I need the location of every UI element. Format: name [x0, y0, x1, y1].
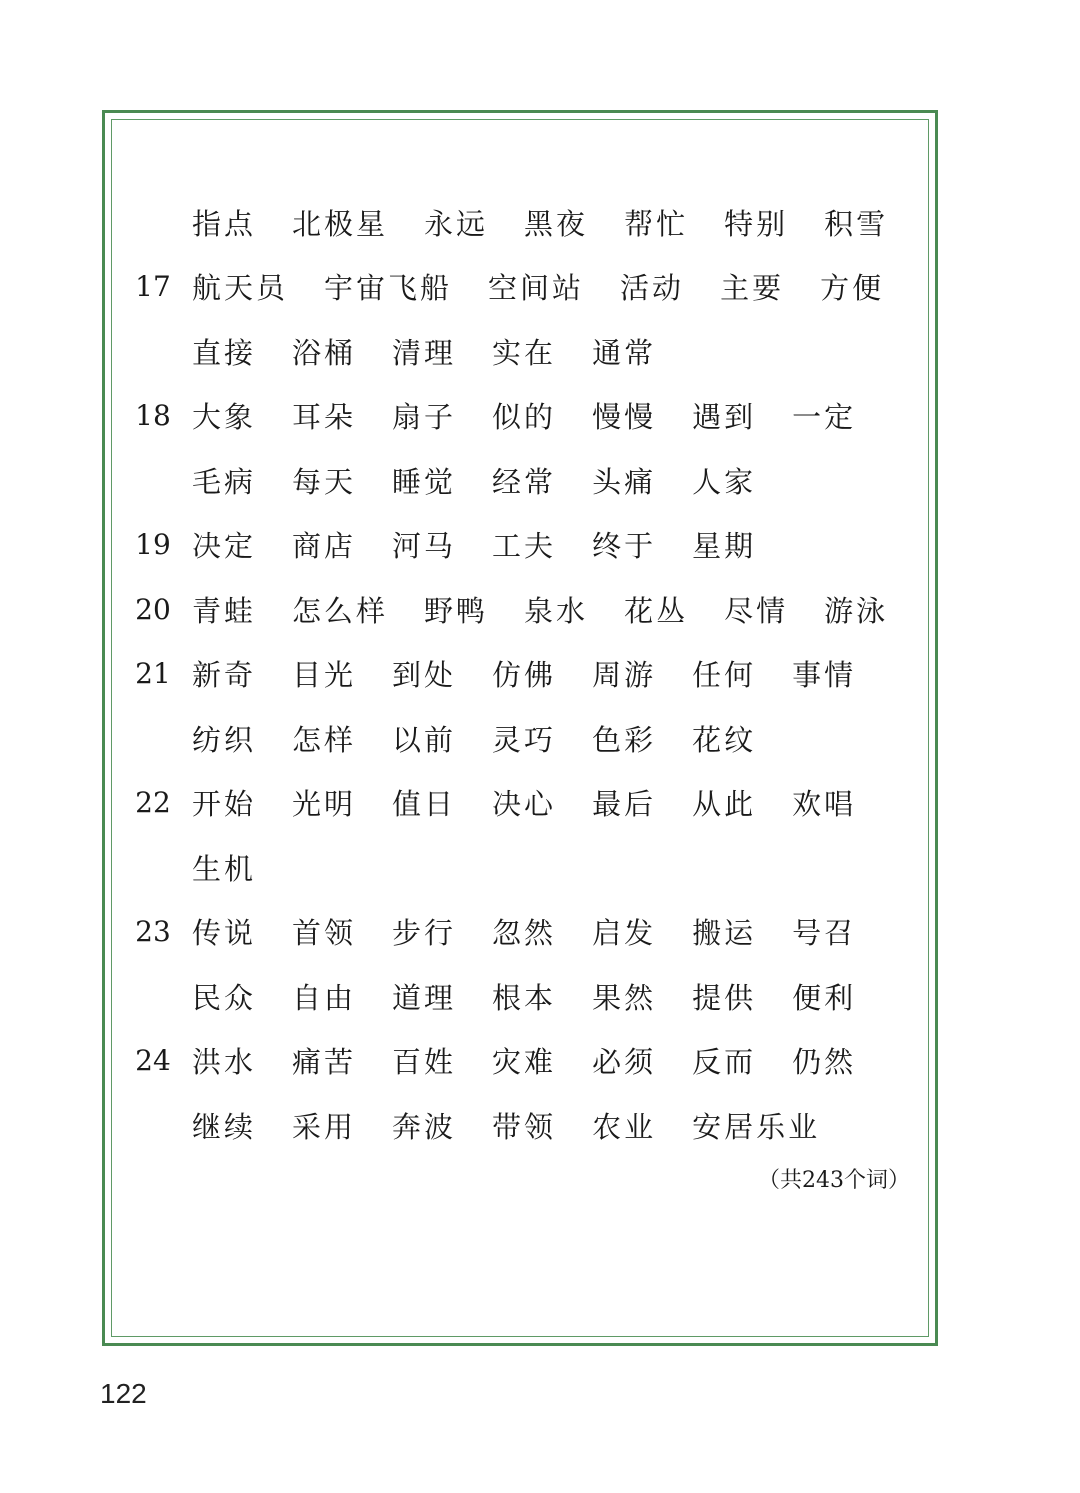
vocabulary-word: 方便 — [820, 271, 885, 306]
vocabulary-word: 花丛 — [624, 593, 689, 628]
vocabulary-line — [128, 255, 888, 320]
vocabulary-word: 空间站 — [488, 271, 585, 306]
vocabulary-word: 首领 — [292, 916, 357, 951]
vocabulary-word: 头痛 — [592, 464, 657, 499]
lesson-number: 23 — [135, 915, 171, 949]
vocabulary-word: 河马 — [392, 529, 457, 564]
vocabulary-word: 目光 — [292, 658, 357, 693]
vocabulary-line — [128, 1029, 888, 1094]
vocabulary-word: 任何 — [692, 658, 757, 693]
vocabulary-line — [128, 706, 888, 771]
vocabulary-word: 航天员 — [192, 271, 289, 306]
vocabulary-word: 怎么样 — [292, 593, 389, 628]
vocabulary-word: 浴桶 — [292, 335, 357, 370]
vocabulary-line — [128, 448, 888, 513]
vocabulary-word: 新奇 — [192, 658, 257, 693]
vocabulary-word: 主要 — [720, 271, 785, 306]
vocabulary-list — [128, 190, 888, 1158]
vocabulary-line — [128, 1093, 888, 1158]
vocabulary-word: 灾难 — [492, 1045, 557, 1080]
vocabulary-word: 仍然 — [792, 1045, 857, 1080]
vocabulary-word: 以前 — [392, 722, 457, 757]
vocabulary-word: 采用 — [292, 1109, 357, 1144]
word-group — [192, 395, 892, 436]
vocabulary-word: 步行 — [392, 916, 457, 951]
vocabulary-word: 泉水 — [524, 593, 589, 628]
vocabulary-word: 痛苦 — [292, 1045, 357, 1080]
word-group — [192, 331, 692, 372]
vocabulary-word: 北极星 — [292, 206, 389, 241]
vocabulary-word: 毛病 — [192, 464, 257, 499]
vocabulary-word: 提供 — [692, 980, 757, 1015]
vocabulary-word: 黑夜 — [524, 206, 589, 241]
word-group — [192, 653, 892, 694]
vocabulary-word: 仿佛 — [492, 658, 557, 693]
vocabulary-line — [128, 835, 888, 900]
vocabulary-word: 欢唱 — [792, 787, 857, 822]
vocabulary-word: 花纹 — [692, 722, 757, 757]
word-group — [192, 976, 892, 1017]
vocabulary-line — [128, 577, 888, 642]
vocabulary-word: 最后 — [592, 787, 657, 822]
vocabulary-word: 工夫 — [492, 529, 557, 564]
total-word-count: （共243个词） — [758, 1168, 910, 1193]
vocabulary-word: 开始 — [192, 787, 257, 822]
lesson-number: 20 — [135, 592, 171, 626]
vocabulary-word: 商店 — [292, 529, 357, 564]
word-group — [192, 266, 920, 307]
vocabulary-word: 百姓 — [392, 1045, 457, 1080]
vocabulary-word: 事情 — [792, 658, 857, 693]
vocabulary-word: 似的 — [492, 400, 557, 435]
vocabulary-word: 传说 — [192, 916, 257, 951]
vocabulary-word: 决心 — [492, 787, 557, 822]
vocabulary-word: 奔波 — [392, 1109, 457, 1144]
word-group — [192, 589, 924, 630]
vocabulary-line — [128, 513, 888, 578]
vocabulary-word: 决定 — [192, 529, 257, 564]
vocabulary-line — [128, 384, 888, 449]
vocabulary-line — [128, 642, 888, 707]
vocabulary-word: 遇到 — [692, 400, 757, 435]
vocabulary-word: 野鸭 — [424, 593, 489, 628]
vocabulary-word: 指点 — [192, 206, 257, 241]
vocabulary-word: 便利 — [792, 980, 857, 1015]
vocabulary-word: 到处 — [392, 658, 457, 693]
vocabulary-word: 搬运 — [692, 916, 757, 951]
vocabulary-word: 积雪 — [824, 206, 889, 241]
lesson-number: 22 — [135, 786, 171, 820]
vocabulary-word: 睡觉 — [392, 464, 457, 499]
vocabulary-word: 慢慢 — [592, 400, 657, 435]
vocabulary-word: 宇宙飞船 — [324, 271, 453, 306]
vocabulary-word: 耳朵 — [292, 400, 357, 435]
vocabulary-word: 忽然 — [492, 916, 557, 951]
vocabulary-word: 经常 — [492, 464, 557, 499]
vocabulary-word: 怎样 — [292, 722, 357, 757]
vocabulary-line — [128, 319, 888, 384]
vocabulary-word: 大象 — [192, 400, 257, 435]
vocabulary-word: 民众 — [192, 980, 257, 1015]
vocabulary-word: 周游 — [592, 658, 657, 693]
vocabulary-line — [128, 900, 888, 965]
vocabulary-word: 青蛙 — [192, 593, 257, 628]
lesson-number: 24 — [135, 1044, 171, 1078]
vocabulary-word: 启发 — [592, 916, 657, 951]
vocabulary-word: 星期 — [692, 529, 757, 564]
lesson-number: 19 — [135, 528, 171, 562]
vocabulary-word: 纺织 — [192, 722, 257, 757]
vocabulary-word: 带领 — [492, 1109, 557, 1144]
vocabulary-line — [128, 190, 888, 255]
vocabulary-line — [128, 771, 888, 836]
word-group — [192, 847, 292, 888]
vocabulary-word: 自由 — [292, 980, 357, 1015]
page-number: 122 — [100, 1378, 147, 1409]
vocabulary-word: 果然 — [592, 980, 657, 1015]
vocabulary-word: 通常 — [592, 335, 657, 370]
word-group — [192, 1040, 892, 1081]
vocabulary-word: 继续 — [192, 1109, 257, 1144]
word-group — [192, 1105, 856, 1146]
vocabulary-word: 号召 — [792, 916, 857, 951]
vocabulary-word: 扇子 — [392, 400, 457, 435]
vocabulary-word: 根本 — [492, 980, 557, 1015]
vocabulary-word: 道理 — [392, 980, 457, 1015]
lesson-number: 21 — [135, 657, 171, 691]
vocabulary-word: 一定 — [792, 400, 857, 435]
vocabulary-word: 游泳 — [824, 593, 889, 628]
vocabulary-word: 光明 — [292, 787, 357, 822]
vocabulary-word: 农业 — [592, 1109, 657, 1144]
vocabulary-word: 特别 — [724, 206, 789, 241]
vocabulary-word: 反而 — [692, 1045, 757, 1080]
vocabulary-word: 从此 — [692, 787, 757, 822]
vocabulary-word: 尽情 — [724, 593, 789, 628]
vocabulary-word: 必须 — [592, 1045, 657, 1080]
vocabulary-word: 终于 — [592, 529, 657, 564]
vocabulary-word: 直接 — [192, 335, 257, 370]
vocabulary-word: 清理 — [392, 335, 457, 370]
word-group — [192, 460, 792, 501]
vocabulary-word: 灵巧 — [492, 722, 557, 757]
vocabulary-word: 生机 — [192, 851, 257, 886]
word-group — [192, 782, 892, 823]
vocabulary-word: 安居乐业 — [692, 1109, 821, 1144]
word-group — [192, 718, 792, 759]
vocabulary-word: 值日 — [392, 787, 457, 822]
vocabulary-word: 永远 — [424, 206, 489, 241]
vocabulary-word: 活动 — [620, 271, 685, 306]
word-group — [192, 524, 792, 565]
vocabulary-word: 人家 — [692, 464, 757, 499]
word-group — [192, 911, 892, 952]
word-group — [192, 202, 924, 243]
lesson-number: 18 — [135, 399, 171, 433]
vocabulary-word: 每天 — [292, 464, 357, 499]
vocabulary-word: 帮忙 — [624, 206, 689, 241]
vocabulary-word: 洪水 — [192, 1045, 257, 1080]
lesson-number: 17 — [135, 270, 171, 304]
vocabulary-word: 色彩 — [592, 722, 657, 757]
vocabulary-line — [128, 964, 888, 1029]
vocabulary-word: 实在 — [492, 335, 557, 370]
